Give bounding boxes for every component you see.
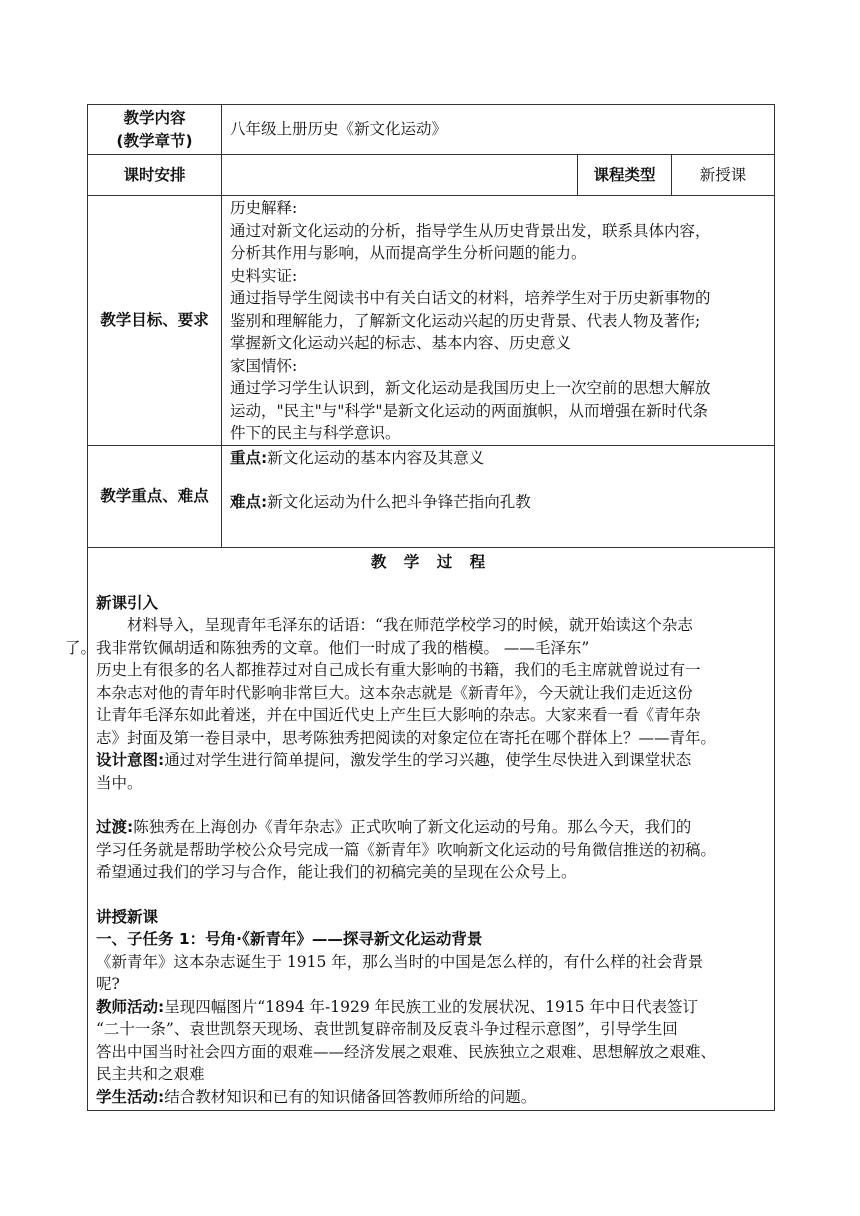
course-type-label: 课程类型 — [578, 155, 672, 196]
course-type-value: 新授课 — [672, 155, 775, 196]
schedule-value — [222, 155, 578, 196]
objective-line: 通过对新文化运动的分析，指导学生从历史背景出发，联系具体内容， — [230, 221, 711, 240]
objectives-label: 教学目标、要求 — [88, 196, 222, 446]
key-point-label: 重点: — [230, 448, 268, 467]
teaching-process-content — [65, 547, 775, 1110]
process-title: 教 学 过 程 — [370, 553, 492, 571]
key-points-content — [222, 445, 775, 547]
student-activity: 学生活动:结合教材知识和已有的知识储备回答教师所给的问题。 — [96, 1087, 537, 1106]
objective-line: 通过学习学生认识到，新文化运动是我国历史上一次空前的思想大解放 — [230, 379, 711, 397]
transition: 过渡:陈独秀在上海创办《青年杂志》正式吹响了新文化运动的号角。那么今天，我们的 学习任务就是帮助学校公众号完成一篇《新青年》吹响新文化运动的号角微信推送的初稿。 希望通过我们的学习与合作，能让我们的初稿完美的呈现在公众号上。 — [96, 818, 717, 881]
design-intent-label: 设计意图: — [96, 751, 165, 769]
difficult-point — [230, 491, 766, 514]
student-activity-label: 学生活动: — [96, 1087, 165, 1106]
design-intent: 设计意图:通过对学生进行简单提问，激发学生的学习兴趣，使学生尽快进入到课堂状态 当中。 — [96, 751, 692, 792]
difficult-point-label: 难点: — [230, 493, 268, 511]
lecture-heading: 讲授新课 — [96, 907, 159, 926]
key-points-label: 教学重点、难点 — [88, 445, 222, 547]
teacher-activity: 教师活动:呈现四幅图片“1894 年-1929 年民族工业的发展状况、1915 年中日代表签订 “二十一条”、袁世凯祭天现场、袁世凯复辟帝制及反袁斗争过程示意图”，引导学生回 答出中国当时社会四方面的艰难——经济发展之艰难、民族独立之艰难、思想解放之艰难、 民主共和之艰难 — [96, 997, 717, 1083]
objective-line: 件下的民主与科学意识。 — [230, 424, 401, 442]
schedule-label: 课时安排 — [88, 155, 222, 196]
difficult-point-text: 新文化运动为什么把斗争锋芒指向孔教 — [267, 493, 531, 511]
row-teaching-process — [88, 547, 775, 1110]
intro-paragraph-2: 历史上有很多的名人都推荐过对自己成长有重大影响的书籍，我们的毛主席就曾说过有一 本杂志对他的青年时代影响非常巨大。这本杂志就是《新青年》，今天就让我们走近这份 让青年毛泽东如此着迷，并在中国近代史上产生巨大影响的杂志。大家来看一看《青年杂 志》封面及第一卷目录中，思考陈独秀把阅读的对象定位在寄托在哪个群体上？——青年。 — [96, 661, 717, 747]
row-schedule — [88, 155, 775, 196]
lesson-plan-page — [65, 104, 774, 1111]
objective-line: 运动，"民主"与"科学"是新文化运动的两面旗帜，从而增强在新时代条 — [230, 401, 709, 420]
objective-line: 历史解释: — [230, 199, 298, 217]
objective-line: 鉴别和理解能力，了解新文化运动兴起的历史背景、代表人物及著作; — [230, 311, 701, 330]
objective-line: 通过指导学生阅读书中有关白话文的材料，培养学生对于历史新事物的 — [230, 289, 711, 307]
objective-line: 家国情怀: — [230, 356, 298, 375]
objective-line: 掌握新文化运动兴起的标志、基本内容、历史意义 — [230, 334, 572, 352]
row-teaching-content — [88, 105, 775, 155]
task1-heading: 一、子任务 1：号角·《新青年》——探寻新文化运动背景 — [96, 930, 483, 948]
intro-paragraph: 材料导入，呈现青年毛泽东的话语：“我在师范学校学习的时候，就开始读这个杂志 了。我非常钦佩胡适和陈独秀的文章。他们一时成了我的楷模。 ——毛泽东” — [65, 616, 693, 657]
key-point — [230, 447, 766, 470]
key-point-text: 新文化运动的基本内容及其意义 — [267, 448, 485, 467]
row-key-points — [88, 445, 775, 547]
teacher-activity-label: 教师活动: — [96, 997, 165, 1016]
objective-line: 史料实证: — [230, 266, 298, 285]
task1-intro: 《新青年》这本杂志诞生于 1915 年，那么当时的中国是怎么样的，有什么样的社会背景 呢? — [96, 952, 704, 993]
transition-label: 过渡: — [96, 818, 134, 836]
lesson-plan-table — [65, 104, 775, 1111]
intro-heading: 新课引入 — [96, 593, 159, 612]
teaching-content-label: 教学内容 (教学章节) — [88, 105, 222, 155]
objectives-content — [222, 196, 775, 446]
objective-line: 分析其作用与影响，从而提高学生分析问题的能力。 — [230, 244, 587, 262]
teaching-content-value: 八年级上册历史《新文化运动》 — [222, 105, 775, 155]
row-objectives — [88, 196, 775, 446]
